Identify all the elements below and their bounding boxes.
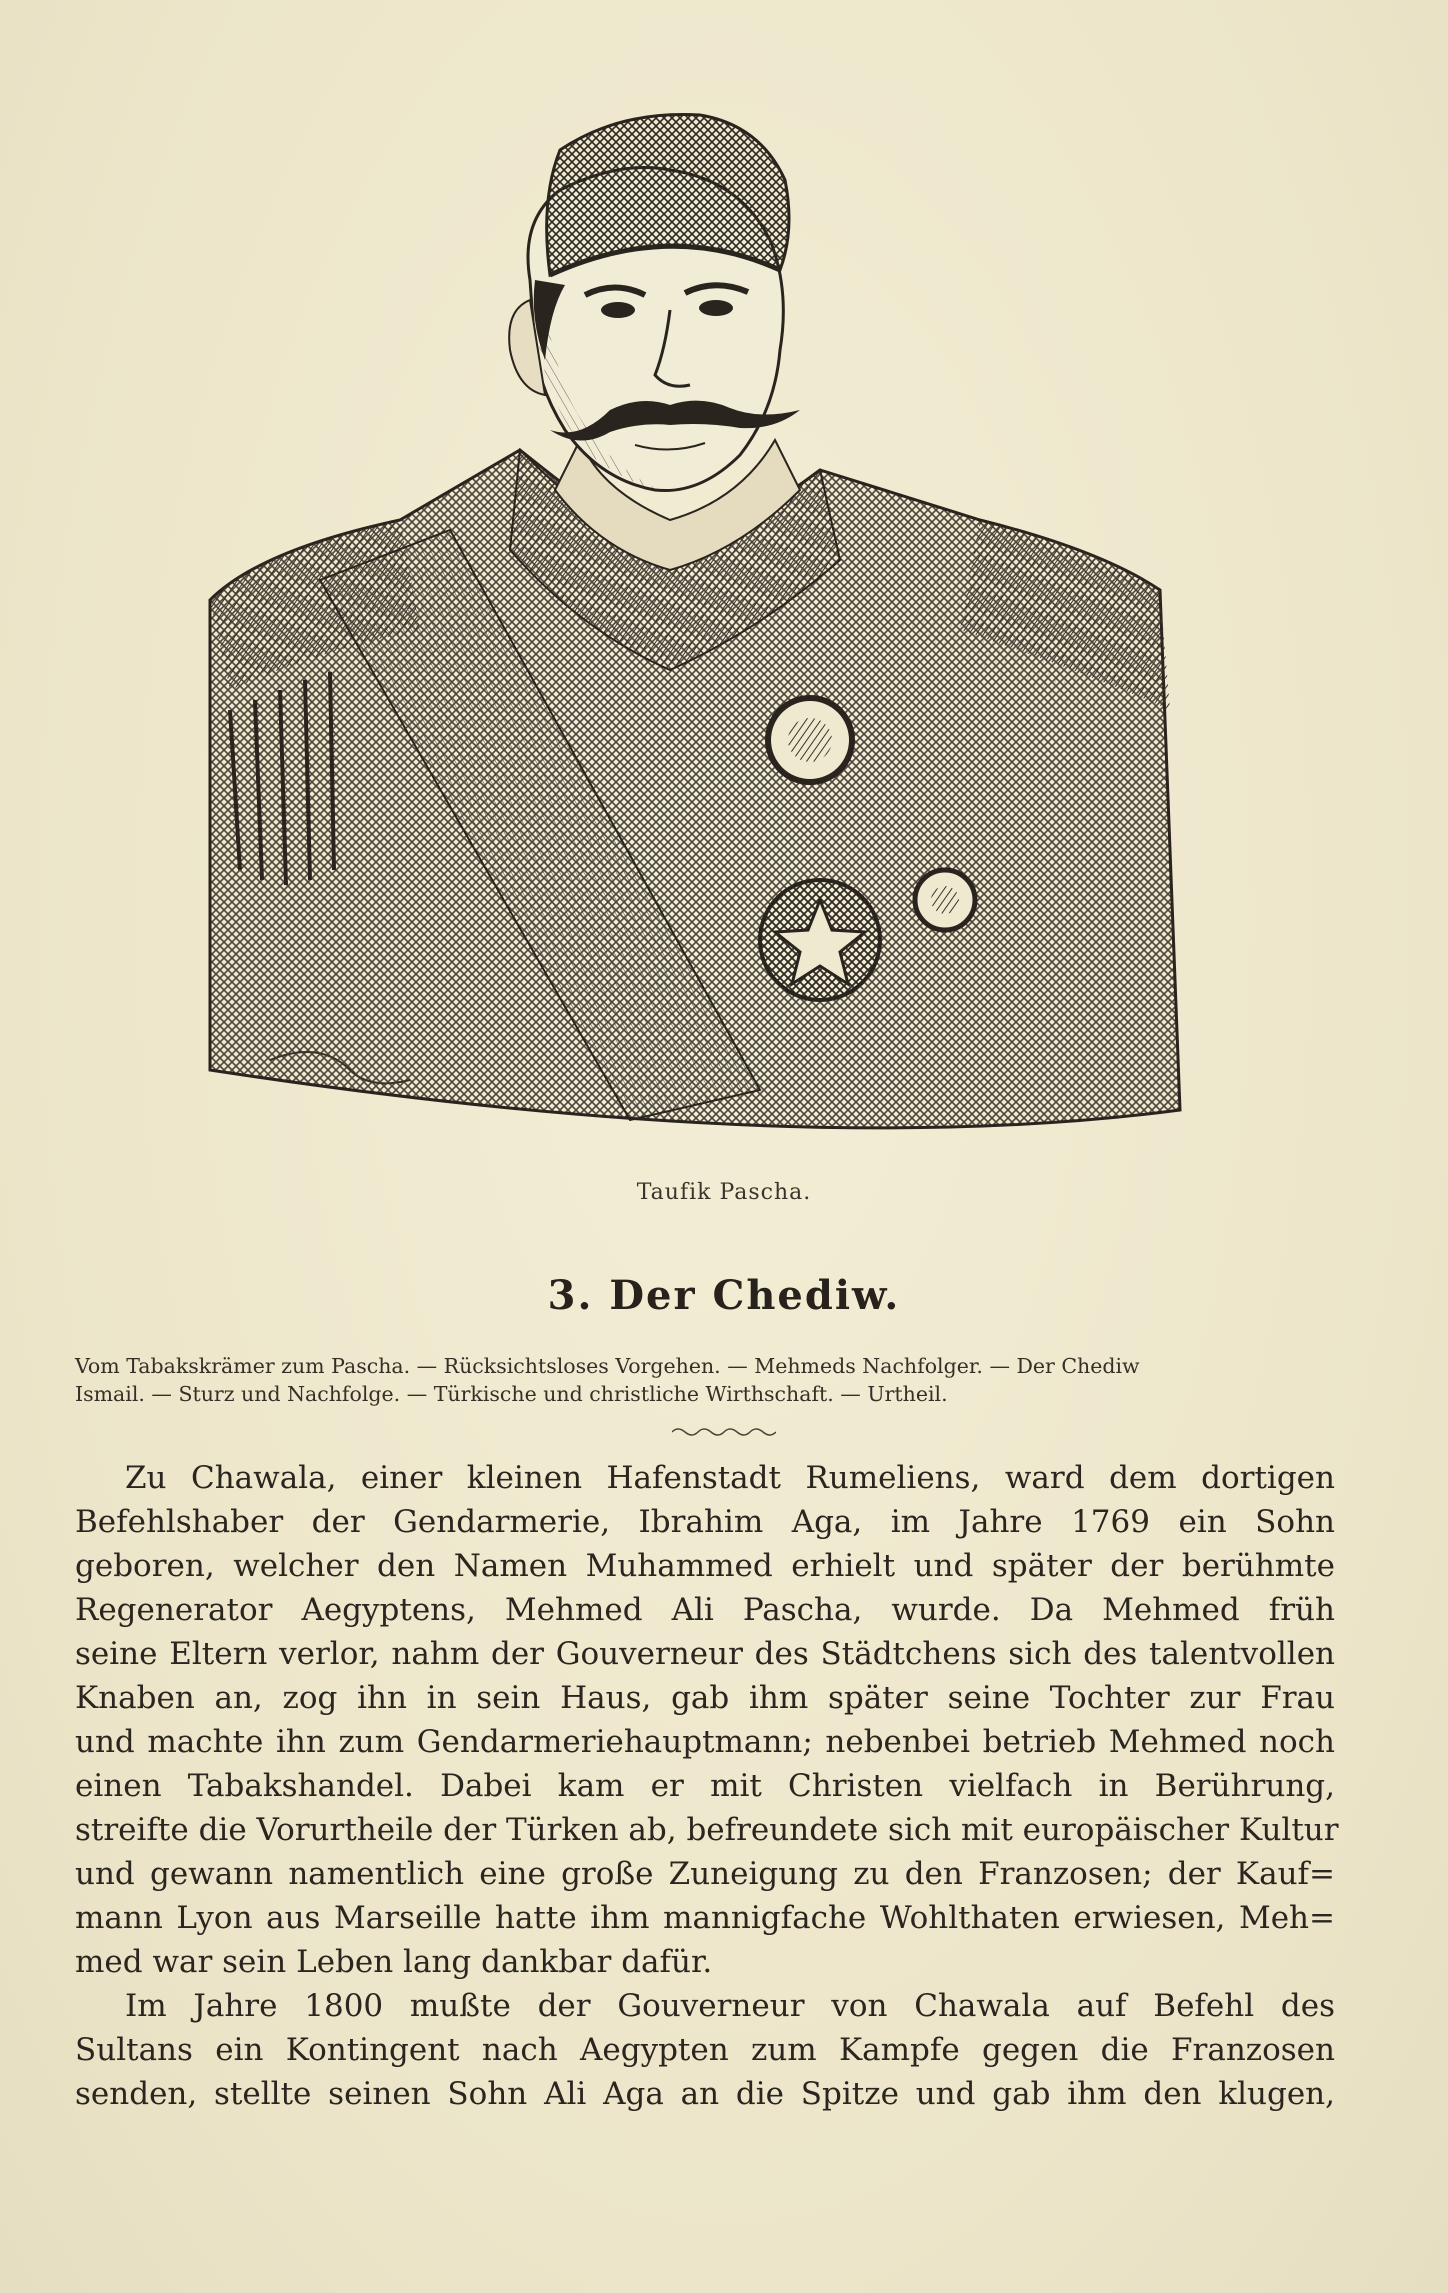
paragraph [75,1456,1339,1984]
chapter-title: 3. Der Chediw. [547,1272,901,1319]
summary-line: Vom Tabakskrämer zum Pascha. — Rücksichtsloses Vorgehen. — Mehmeds Nachfolger. — Der Chediw [75,1354,1140,1378]
summary-line: Ismail. — Sturz und Nachfolge. — Türkische und christliche Wirthschaft. — Urtheil. [75,1382,948,1406]
text-line: und gewann namentlich eine große Zuneigung zu den Franzosen; der Kauf= [75,1856,1335,1892]
text-line: und machte ihn zum Gendarmeriehauptmann; nebenbei betrieb Mehmed noch [75,1724,1335,1760]
medal-icon [768,698,852,782]
text-line: streifte die Vorurtheile der Türken ab, befreundete sich mit europäischer Kultur [75,1812,1339,1848]
text-line: geboren, welcher den Namen Muhammed erhielt und später der berühmte [75,1548,1335,1584]
portrait-caption: Taufik Pascha. [636,1180,812,1205]
text-line: mann Lyon aus Marseille hatte ihm mannigfache Wohlthaten erwiesen, Meh= [75,1900,1335,1936]
chapter-summary [75,1352,1375,1408]
text-line: Zu Chawala, einer kleinen Hafenstadt Rumeliens, ward dem dortigen [125,1460,1335,1496]
portrait-icon [200,110,1190,1170]
text-line: Regenerator Aegyptens, Mehmed Ali Pascha, wurde. Da Mehmed früh [75,1592,1335,1628]
small-medal-icon [915,870,975,930]
text-line: senden, stellte seinen Sohn Ali Aga an die Spitze und gab ihm den klugen, [75,2076,1335,2112]
ornament-divider-icon [672,1426,776,1438]
star-medal-icon [760,880,880,1000]
body-text [75,1456,1339,2116]
text-line: seine Eltern verlor, nahm der Gouverneur des Städtchens sich des talentvollen [75,1636,1335,1672]
text-line: Befehlshaber der Gendarmerie, Ibrahim Aga, im Jahre 1769 ein Sohn [75,1504,1335,1540]
paragraph [75,1984,1335,2116]
text-line: Knaben an, zog ihn in sein Haus, gab ihm später seine Tochter zur Frau [75,1680,1335,1716]
text-line: Im Jahre 1800 mußte der Gouverneur von Chawala auf Befehl des [125,1988,1335,2024]
text-line: einen Tabakshandel. Dabei kam er mit Christen vielfach in Berührung, [75,1768,1335,1804]
text-line: Sultans ein Kontingent nach Aegypten zum Kampfe gegen die Franzosen [75,2032,1335,2068]
portrait-engraving [200,110,1190,1170]
text-line: med war sein Leben lang dankbar dafür. [75,1944,713,1980]
